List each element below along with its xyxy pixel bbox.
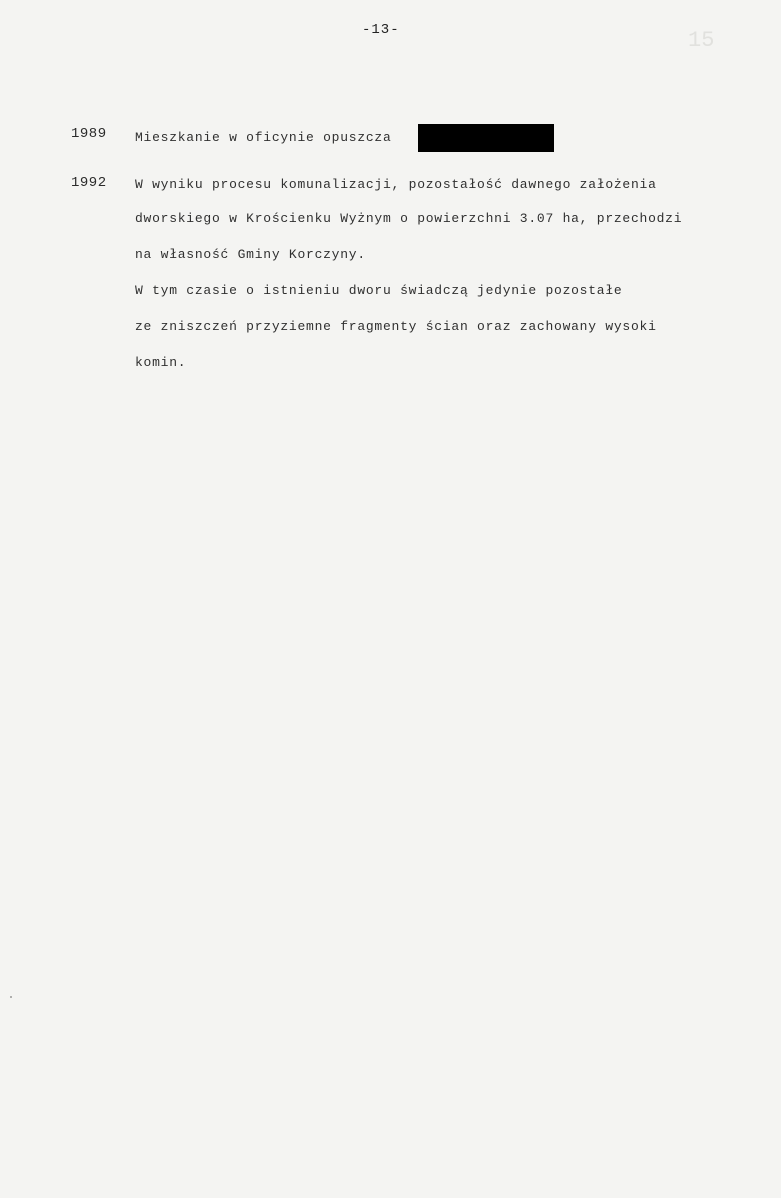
- entry-year-1992: 1992: [71, 175, 107, 191]
- entry-1992-line-4: W tym czasie o istnieniu dworu świadczą jedynie pozostałe: [135, 283, 623, 298]
- entry-1992-line-1: W wyniku procesu komunalizacji, pozostałość dawnego założenia: [135, 177, 657, 192]
- entry-1992-line-5: ze zniszczeń przyziemne fragmenty ścian oraz zachowany wysoki: [135, 319, 657, 334]
- redaction-block: [418, 124, 554, 152]
- corner-page-mark: 15: [688, 28, 715, 53]
- entry-1992-line-2: dworskiego w Krościenku Wyżnym o powierzchni 3.07 ha, przechodzi: [135, 211, 683, 226]
- entry-1989-line-1: Mieszkanie w oficynie opuszcza: [135, 130, 392, 145]
- entry-1992-line-3: na własność Gminy Korczyny.: [135, 247, 366, 262]
- entry-1992-line-6: komin.: [135, 355, 187, 370]
- entry-year-1989: 1989: [71, 126, 107, 142]
- page-number: -13-: [362, 22, 400, 38]
- margin-dot: [10, 996, 12, 998]
